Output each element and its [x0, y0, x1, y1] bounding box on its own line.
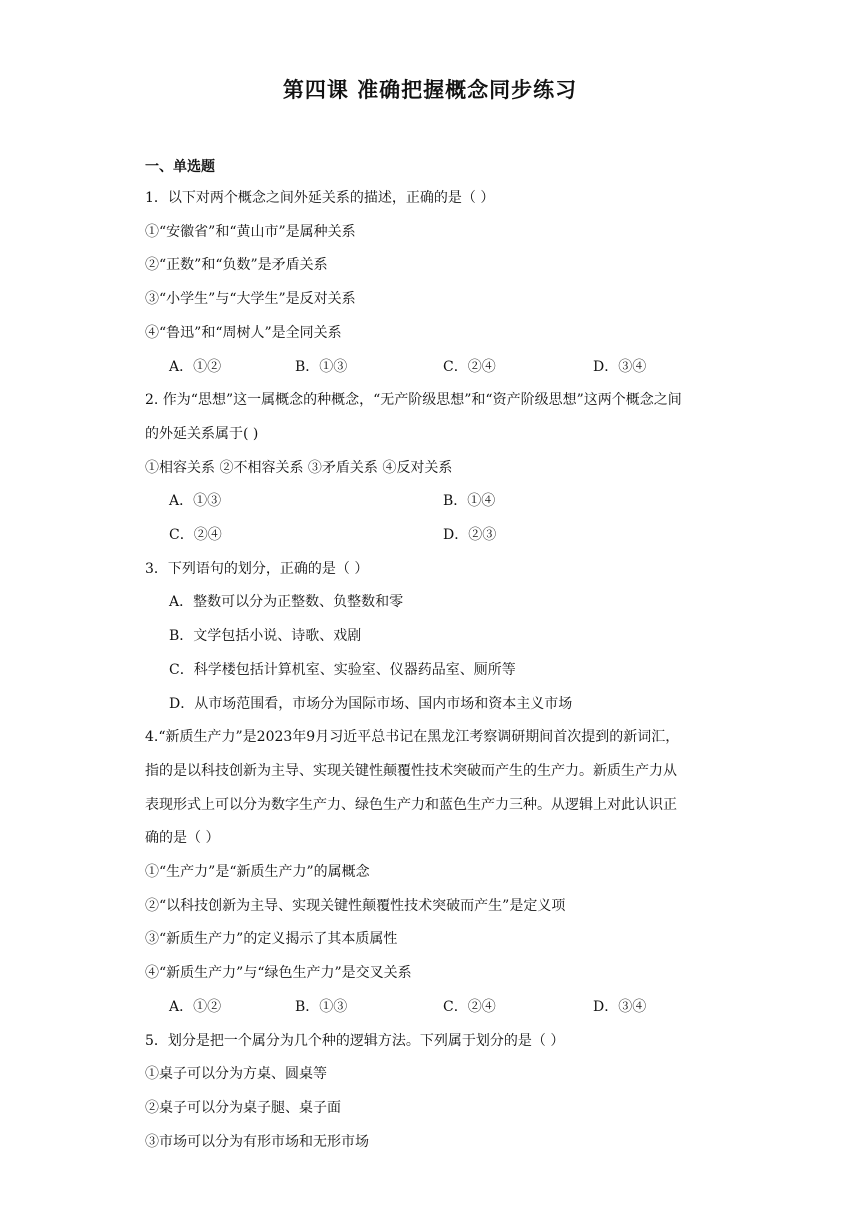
- answer-options: [145, 991, 725, 1025]
- question-stem: 确的是（ ）: [145, 830, 220, 847]
- option-a: A．①②: [169, 358, 222, 375]
- option-d: D．③④: [593, 358, 647, 375]
- question-4: [145, 721, 725, 1024]
- option-c: C．②④: [443, 358, 496, 375]
- question-stem: 5．划分是把一个属分为几个种的逻辑方法。下列属于划分的是（ ）: [145, 1032, 565, 1049]
- statement-item: ①“生产力”是“新质生产力”的属概念: [145, 864, 370, 881]
- option-c: C．②④: [169, 527, 222, 543]
- answer-options: [145, 519, 725, 553]
- page-title: 第四课 准确把握概念同步练习: [282, 78, 578, 102]
- question-stem: 4.“新质生产力”是2023年9月习近平总书记在黑龙江考察调研期间首次提到的新词汇，: [145, 729, 680, 746]
- statement-item: ④“鲁迅”和“周树人”是全同关系: [145, 324, 342, 341]
- question-1: [145, 182, 725, 384]
- statement-item: ④“新质生产力”与“绿色生产力”是交叉关系: [145, 965, 412, 982]
- question-3: [145, 553, 725, 722]
- question-stem: 的外延关系属于( ): [145, 425, 259, 442]
- question-stem: 3．下列语句的划分，正确的是（ ）: [145, 560, 369, 577]
- statement-item: ②桌子可以分为桌子腿、桌子面: [145, 1099, 341, 1116]
- section-heading: 一、单选题: [145, 159, 215, 175]
- option-d: D．②③: [443, 527, 497, 543]
- statement-item: ②“正数”和“负数”是矛盾关系: [145, 257, 328, 274]
- option-c: C．科学楼包括计算机室、实验室、仪器药品室、厕所等: [169, 661, 516, 678]
- statement-item: ③“小学生”与“大学生”是反对关系: [145, 291, 356, 308]
- option-a: A．①③: [169, 493, 222, 510]
- question-5: [145, 1025, 725, 1160]
- option-b: B．①③: [295, 998, 348, 1015]
- question-stem: 2. 作为“思想”这一属概念的种概念，“无产阶级思想”和“资产阶级思想”这两个概念之间: [145, 392, 682, 409]
- option-d: D．从市场范围看，市场分为国际市场、国内市场和资本主义市场: [169, 695, 573, 712]
- question-stem: 1．以下对两个概念之间外延关系的描述，正确的是（ ）: [145, 190, 495, 206]
- option-d: D．③④: [593, 998, 647, 1015]
- option-a: A．①②: [169, 998, 222, 1015]
- option-b: B．①③: [295, 358, 348, 375]
- answer-options: [145, 485, 725, 519]
- statement-item: ①相容关系 ②不相容关系 ③矛盾关系 ④反对关系: [145, 459, 453, 476]
- question-stem: 表现形式上可以分为数字生产力、绿色生产力和蓝色生产力三种。从逻辑上对此认识正: [145, 796, 677, 813]
- statement-item: ③“新质生产力”的定义揭示了其本质属性: [145, 931, 398, 948]
- option-b: B．文学包括小说、诗歌、戏剧: [169, 628, 362, 645]
- question-2: [145, 384, 725, 552]
- statement-item: ①桌子可以分为方桌、圆桌等: [145, 1066, 327, 1083]
- question-list: [145, 152, 725, 1159]
- question-stem: 指的是以科技创新为主导、实现关键性颠覆性技术突破而产生的生产力。新质生产力从: [145, 762, 677, 779]
- statement-item: ①“安徽省”和“黄山市”是属种关系: [145, 223, 356, 240]
- statement-item: ②“以科技创新为主导、实现关键性颠覆性技术突破而产生”是定义项: [145, 897, 566, 914]
- option-c: C．②④: [443, 998, 496, 1015]
- option-a: A．整数可以分为正整数、负整数和零: [169, 594, 404, 611]
- statement-item: ③市场可以分为有形市场和无形市场: [145, 1133, 369, 1150]
- option-b: B．①④: [443, 493, 496, 510]
- answer-options: [145, 351, 725, 385]
